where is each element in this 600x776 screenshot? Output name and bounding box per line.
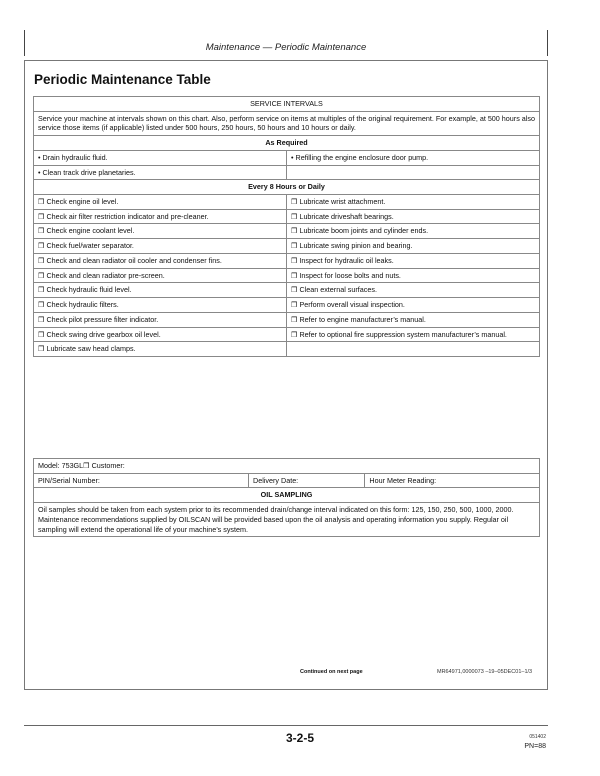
daily-item: ❒ Check swing drive gearbox oil level.	[34, 327, 287, 342]
page-header: Maintenance — Periodic Maintenance	[205, 42, 367, 53]
daily-item: ❒ Inspect for hydraulic oil leaks.	[287, 253, 540, 268]
daily-item: ❒ Perform overall visual inspection.	[287, 298, 540, 313]
record-table	[33, 458, 540, 537]
daily-item: ❒ Check and clean radiator pre-screen.	[34, 268, 287, 283]
daily-item: ❒ Check hydraulic filters.	[34, 298, 287, 313]
daily-item: ❒ Check engine oil level.	[34, 195, 287, 210]
service-intervals-intro: Service your machine at intervals shown on this chart. Also, perform service on items at multiples of the original requirement. For example, at 500 hours also service those items (if applicable) listed under 500 hours, 250 hours, 50 hours and 10 hours or daily.	[34, 111, 540, 135]
delivery-date-field: Delivery Date:	[249, 473, 365, 488]
as-required-item: • Clean track drive planetaries.	[34, 165, 287, 180]
continued-note: Continued on next page	[300, 669, 363, 675]
page-number: 3-2-5	[285, 731, 314, 745]
model-customer-field: Model: 753GL❒ Customer:	[34, 459, 540, 474]
footer-pn: PN=88	[524, 743, 546, 750]
page-title: Periodic Maintenance Table	[34, 72, 211, 87]
oil-sampling-text: Oil samples should be taken from each system prior to its recommended drain/change interval indicated on this form: 125, 150, 250, 500, 1000, 2000. Maintenance recommendations supplied by OILSCAN will be provided based upon the oil analysis and operating information you supply. Regular oil sampling will extend the operational life of your machine’s system.	[34, 503, 540, 537]
as-required-item: • Drain hydraulic fluid.	[34, 150, 287, 165]
pin-serial-field: PIN/Serial Number:	[34, 473, 249, 488]
service-intervals-table	[33, 96, 540, 357]
footer-rule	[24, 725, 548, 726]
daily-item: ❒ Check and clean radiator oil cooler and condenser fins.	[34, 253, 287, 268]
daily-item: ❒ Refer to optional fire suppression system manufacturer’s manual.	[287, 327, 540, 342]
as-required-item: • Refilling the engine enclosure door pump.	[287, 150, 540, 165]
daily-item: ❒ Lubricate saw head clamps.	[34, 342, 287, 357]
daily-item: ❒ Check pilot pressure filter indicator.	[34, 312, 287, 327]
daily-item: ❒ Lubricate boom joints and cylinder ends.	[287, 224, 540, 239]
as-required-heading: As Required	[34, 136, 540, 151]
daily-item	[287, 342, 540, 357]
daily-item: ❒ Check fuel/water separator.	[34, 239, 287, 254]
document-code: MR64971,0000073 –19–05DEC01–1/3	[437, 669, 533, 675]
daily-item: ❒ Clean external surfaces.	[287, 283, 540, 298]
footer-code: 051402	[529, 734, 546, 740]
daily-item: ❒ Check hydraulic fluid level.	[34, 283, 287, 298]
daily-item: ❒ Check engine coolant level.	[34, 224, 287, 239]
daily-item: ❒ Lubricate driveshaft bearings.	[287, 209, 540, 224]
daily-item: ❒ Lubricate wrist attachment.	[287, 195, 540, 210]
daily-heading: Every 8 Hours or Daily	[34, 180, 540, 195]
service-intervals-heading: SERVICE INTERVALS	[34, 97, 540, 112]
daily-item: ❒ Refer to engine manufacturer’s manual.	[287, 312, 540, 327]
daily-item: ❒ Check air filter restriction indicator and pre-cleaner.	[34, 209, 287, 224]
hour-meter-field: Hour Meter Reading:	[365, 473, 540, 488]
daily-item: ❒ Inspect for loose bolts and nuts.	[287, 268, 540, 283]
daily-item: ❒ Lubricate swing pinion and bearing.	[287, 239, 540, 254]
oil-sampling-heading: OIL SAMPLING	[34, 488, 540, 503]
as-required-item	[287, 165, 540, 180]
